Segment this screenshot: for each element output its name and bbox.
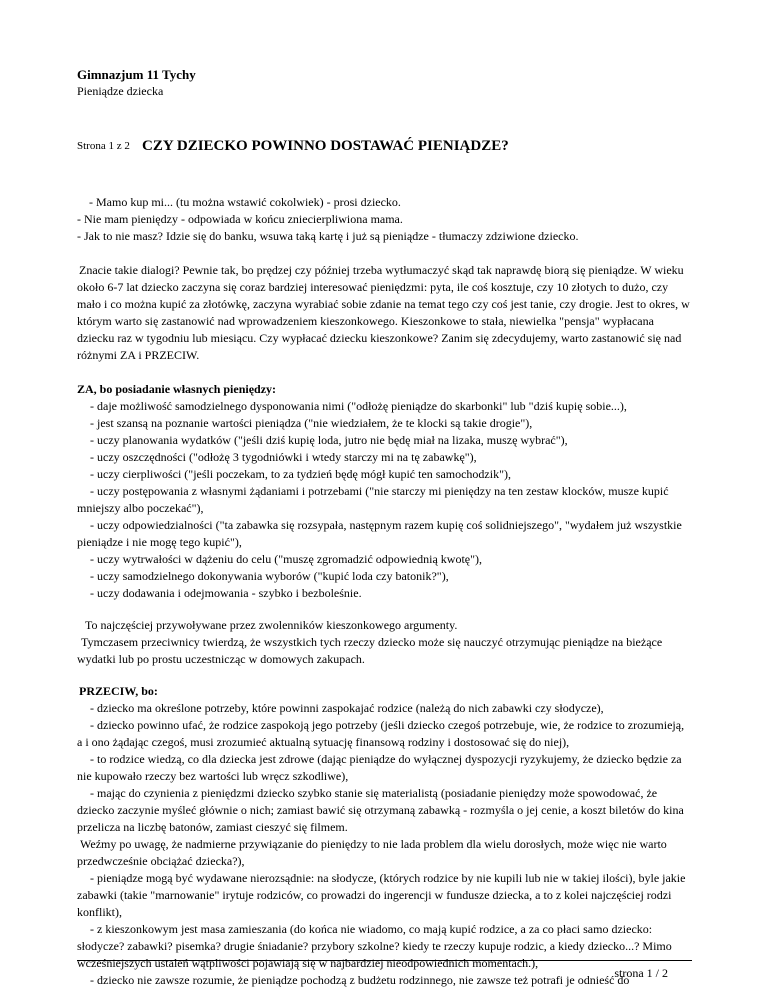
przeciw-item: - z kieszonkowym jest masa zamieszania (do końca nie wiadomo, co mają kupić rodzice, a za co płaci samo dziecko: słodycze? zabawki? pisemka? drugie śniadanie? przybory szkolne? kiedy te rzeczy kupuje rodzic, a kiedy dziecko...? Mimo wcześniejszych ustaleń wątpliwości pojawiają się w najbardziej nieodpowiednich momentach.), bbox=[77, 922, 672, 970]
przeciw-heading: PRZECIW, bo: bbox=[79, 684, 158, 698]
przeciw-item: - dziecko powinno ufać, że rodzice zaspokoją jego potrzeby (jeśli dziecko czegoś potrzebuje, wie, że rodzice to zrozumieją, a i ono żądając czegoś, musi zrozumieć aktualną sytuację finansową rodziny i dostosować się do niej), bbox=[77, 718, 685, 749]
dialog-line: - Jak to nie masz? Idzie się do banku, wsuwa taką kartę i już są pieniądze - tłumaczy zdziwione dziecko. bbox=[77, 229, 579, 243]
przeciw-item: - pieniądze mogą być wydawane nierozsądnie: na słodycze, (których rodzice by nie kupili lub nie w takiej ilości), byle jakie zabawki (takie "marnowanie" irytuje rodziców, co prowadzi do ingerencji w fundusze dziecka, a to z kolei najczęściej rodzi konflikt), bbox=[77, 871, 686, 919]
document-header bbox=[77, 67, 196, 99]
za-heading: ZA, bo posiadanie własnych pieniędzy: bbox=[77, 382, 277, 396]
school-name: Gimnazjum 11 Tychy bbox=[77, 67, 196, 82]
page-footer: strona 1 / 2 bbox=[614, 966, 668, 980]
za-item: - daje możliwość samodzielnego dysponowania nimi ("odłożę pieniądze do skarbonki" lub "dziś kupię sobie...), bbox=[90, 399, 627, 413]
za-item: - uczy dodawania i odejmowania - szybko i bezboleśnie. bbox=[90, 586, 362, 600]
za-item: - uczy planowania wydatków ("jeśli dziś kupię loda, jutro nie będę miał na lizaka, muszę wybrać"), bbox=[90, 433, 568, 447]
footer-divider bbox=[77, 960, 692, 961]
przeciw-item: - dziecko ma określone potrzeby, które powinni zaspokajać rodzice (należą do nich zabawki czy słodycze), bbox=[90, 701, 604, 715]
przeciw-item: - to rodzice wiedzą, co dla dziecka jest zdrowe (dając pieniądze do wyłącznej dyspozycji ryzykujemy, że dziecko będzie za nie kupowało rzeczy bez wartości lub wręcz szkodliwe), bbox=[77, 752, 682, 783]
za-item: - uczy odpowiedzialności ("ta zabawka się rozsypała, następnym razem kupię coś solidniejszego", "wydałem już wszystkie pieniądze i nie mogę tego kupić"), bbox=[77, 518, 682, 549]
summary-line: To najczęściej przywoływane przez zwolenników kieszonkowego argumenty. bbox=[85, 618, 458, 632]
przeciw-item: - dziecko nie zawsze rozumie, że pieniądze pochodzą z budżetu rodzinnego, nie zawsze też potrafi je odnieść do bbox=[90, 973, 630, 987]
za-item: - jest szansą na poznanie wartości pieniądza ("nie wiedziałem, że te klocki są takie drogie"), bbox=[90, 416, 533, 430]
za-item: - uczy samodzielnego dokonywania wyborów ("kupić loda czy batonik?"), bbox=[90, 569, 449, 583]
za-item: - uczy postępowania z własnymi żądaniami i potrzebami ("nie starczy mi pieniędzy na ten zestaw klocków, musze kupić mniejszy albo poczekać"), bbox=[77, 484, 669, 515]
za-item: - uczy oszczędności ("odłożę 3 tygodniówki i wtedy starczy mi na tę zabawkę"), bbox=[90, 450, 477, 464]
dialog-line: - Mamo kup mi... (tu można wstawić cokolwiek) - prosi dziecko. bbox=[89, 195, 401, 209]
za-item: - uczy cierpliwości ("jeśli poczekam, to za tydzień będę mógł kupić ten samochodzik"), bbox=[90, 467, 511, 481]
document-subtitle: Pieniądze dziecka bbox=[77, 84, 164, 98]
za-item: - uczy wytrwałości w dążeniu do celu ("muszę zgromadzić odpowiednią kwotę"), bbox=[90, 552, 482, 566]
dialog-line: - Nie mam pieniędzy - odpowiada w końcu zniecierpliwiona mama. bbox=[77, 212, 403, 226]
article-title: CZY DZIECKO POWINNO DOSTAWAĆ PIENIĄDZE? bbox=[142, 138, 509, 154]
przeciw-item: - mając do czynienia z pieniędzmi dziecko szybko stanie się materialistą (posiadanie pieniędzy może spowodować, że dziecko zaczynie myśleć głównie o nich; zamiast bawić się otrzymaną zabawką - rozmyśla o jej cenie, a koszt biletów do kina przelicza na liczbę batonów, zamiast cieszyć się filmem. bbox=[77, 786, 684, 834]
intro-paragraph: Znacie takie dialogi? Pewnie tak, bo prędzej czy później trzeba wytłumaczyć skąd tak naprawdę biorą się pieniądze. W wieku około 6-7 lat dziecko zaczyna się coraz bardziej interesować pieniędzmi: pyta, ile coś kosztuje, czy 10 złotych to dużo, czy mało i co można kupić za złotówkę, zaczyna wyrabiać sobie zdanie na temat tego czy coś jest tanie, czy drogie. Jest to okres, w którym warto się zastanowić nad wprowadzeniem kieszonkowego. Kieszonkowe to stała, niewielka "pensja" wypłacana dziecku raz w tygodniu lub miesiącu. Czy wypłacać dziecku kieszonkowe? Zanim się zdecydujemy, warto zastanowić się nad różnymi ZA i PRZECIW. bbox=[77, 263, 690, 362]
page-counter: Strona 1 z 2 bbox=[77, 140, 130, 152]
przeciw-note: Weźmy po uwagę, że nadmierne przywiązanie do pieniędzy to nie lada problem dla wielu dorosłych, może więc nie warto przedwcześnie obciążać dziecka?), bbox=[77, 837, 667, 868]
article-body bbox=[77, 194, 692, 989]
summary-paragraph: Tymczasem przeciwnicy twierdzą, że wszystkich tych rzeczy dziecko może się nauczyć otrzymując pieniądze na bieżące wydatki lub po prostu uczestnicząc w domowych zakupach. bbox=[77, 635, 663, 666]
